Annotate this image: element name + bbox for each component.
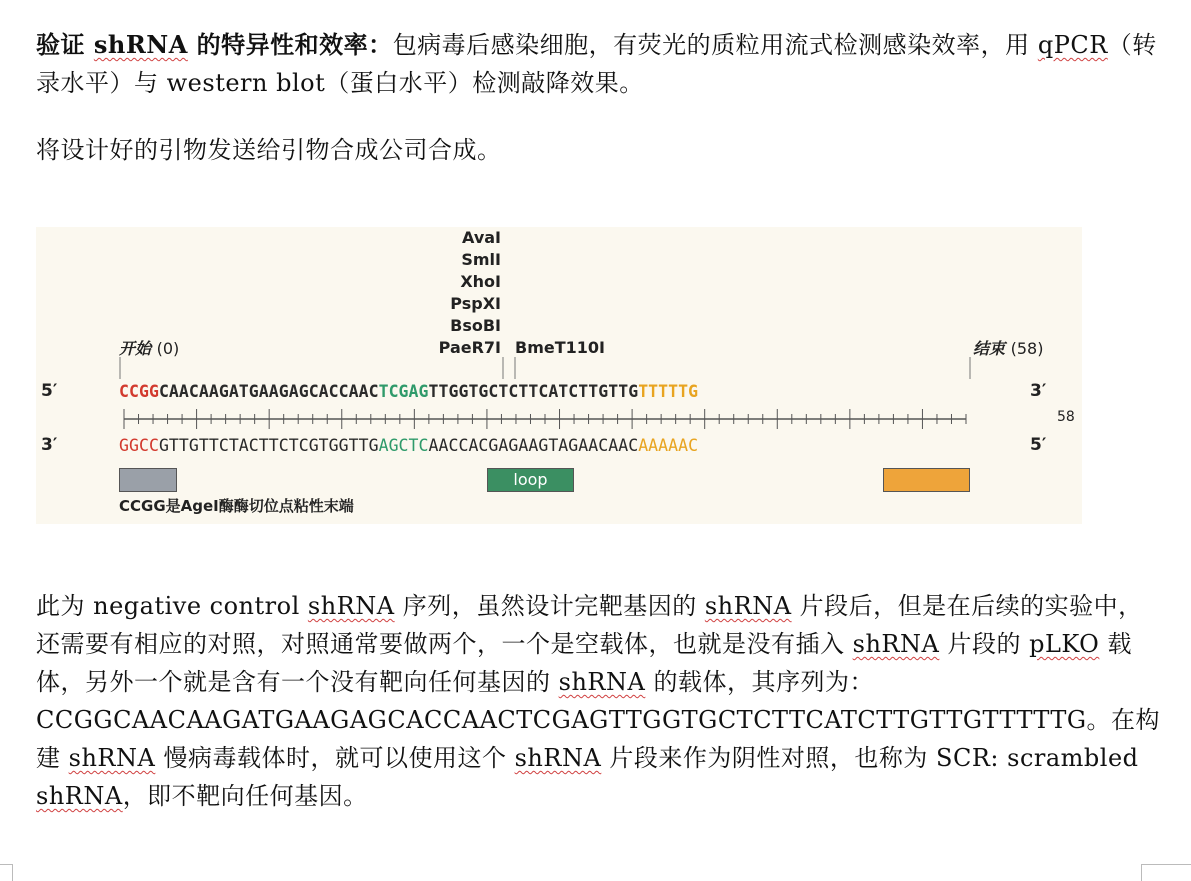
bold-heading-c: 的特异性和效率： xyxy=(187,30,393,59)
ccgg-grey-box xyxy=(119,468,177,492)
ccgg-note: CCGG是AgeI酶酶切位点粘性末端 xyxy=(119,497,354,515)
top-strand-5prime: 5′ xyxy=(41,381,58,401)
seq-antisense: TTGGTGCTCTTCATCTTGTTG xyxy=(428,382,639,401)
seq-loop: TCGAG xyxy=(378,382,429,401)
page-corner-right xyxy=(1141,864,1191,881)
p3-text: 载体，另外一个就是含有一个没有靶向任何基因的 xyxy=(36,630,1132,696)
bold-heading-a: 验证 xyxy=(36,30,94,59)
p3-text: 慢病毒载体时，就可以使用这个 xyxy=(155,744,515,772)
start-label-text: 开始 xyxy=(119,339,152,358)
word-shrna: shRNA xyxy=(704,592,792,620)
enzyme-label: XhoI xyxy=(460,272,501,291)
p3-text: ，即不靶向任何基因。 xyxy=(122,782,368,810)
word-shrna: shRNA xyxy=(36,782,123,810)
bottom-strand-sequence xyxy=(119,436,698,455)
p3-text: 序列，虽然设计完靶基因的 xyxy=(394,592,705,620)
p3-text: 片段的 xyxy=(939,630,1030,658)
seq-complement: GTTGTTCTACTTCTCGTGGTTG xyxy=(158,436,379,455)
bottom-strand-5prime: 5′ xyxy=(1030,435,1047,455)
seq-sense: CAACAAGATGAAGAGCACCAAC xyxy=(158,382,379,401)
start-position: (0) xyxy=(156,339,180,358)
paragraph-primer-synthesis: 将设计好的引物发送给引物合成公司合成。 xyxy=(36,136,502,164)
seq-complement-2: AACCACGAGAAGTAGAACAAC xyxy=(428,436,639,455)
enzyme-label-bmet110i: BmeT110I xyxy=(515,338,605,357)
paragraph1-text-a: 包病毒后感染细胞，有荧光的质粒用流式检测感染效率，用 xyxy=(392,31,1038,59)
p3-text: 片段来作为阴性对照，也称为 SCR: scrambled xyxy=(601,744,1139,772)
p3-text: 片段后，但是在后续的实验中，还需要有相应的对照，对照通常要做两个，一个是空载体，也就是没有插入 xyxy=(36,592,1143,658)
p3-text: 的载体，其序列为：CCGGCAACAAGATGAAGAGCACCAACTCGAGTTGGTGCTCTTCATCTTGTTGTTTTTG。在构建 xyxy=(36,668,1161,772)
top-strand-3prime: 3′ xyxy=(1030,381,1047,401)
top-strand-sequence xyxy=(119,382,698,401)
bottom-strand-3prime: 3′ xyxy=(41,435,58,455)
seq-terminator: TTTTTG xyxy=(638,382,699,401)
seq-terminator-complement: AAAAAC xyxy=(638,436,699,455)
word-plko: pLKO xyxy=(1029,630,1100,658)
sequence-ruler xyxy=(124,409,966,429)
word-shrna: shRNA xyxy=(68,744,156,772)
end-position: (58) xyxy=(1010,339,1044,358)
word-shrna: shRNA xyxy=(558,668,646,696)
ruler-end-number: 58 xyxy=(1057,409,1075,425)
seq-loop-complement: AGCTC xyxy=(378,436,429,455)
paragraph-shrna-validation xyxy=(36,26,1161,102)
seq-ggcc: GGCC xyxy=(119,436,159,455)
enzyme-label: AvaI xyxy=(462,228,501,247)
enzyme-label: BsoBI xyxy=(450,316,501,335)
paragraph-negative-control xyxy=(36,587,1161,815)
p3-text: 此为 negative control xyxy=(36,592,308,620)
enzyme-label: SmlI xyxy=(461,250,501,269)
word-qpcr: qPCR xyxy=(1037,31,1108,59)
paragraph1-text-b: （转录水平）与 western blot（蛋白水平）检测敲降效果。 xyxy=(36,31,1157,97)
loop-box: loop xyxy=(487,468,574,492)
word-shrna: shRNA xyxy=(307,592,395,620)
enzyme-label: PspXI xyxy=(450,294,501,313)
page-corner-left xyxy=(0,864,13,881)
shrna-sequence-figure xyxy=(36,227,1082,524)
terminator-orange-box xyxy=(883,468,970,492)
bold-heading-shrna: shRNA xyxy=(93,30,188,59)
seq-ccgg: CCGG xyxy=(119,382,159,401)
enzyme-label: PaeR7I xyxy=(438,338,501,357)
end-label-text: 结束 xyxy=(973,339,1006,358)
word-shrna: shRNA xyxy=(514,744,602,772)
word-shrna: shRNA xyxy=(852,630,940,658)
